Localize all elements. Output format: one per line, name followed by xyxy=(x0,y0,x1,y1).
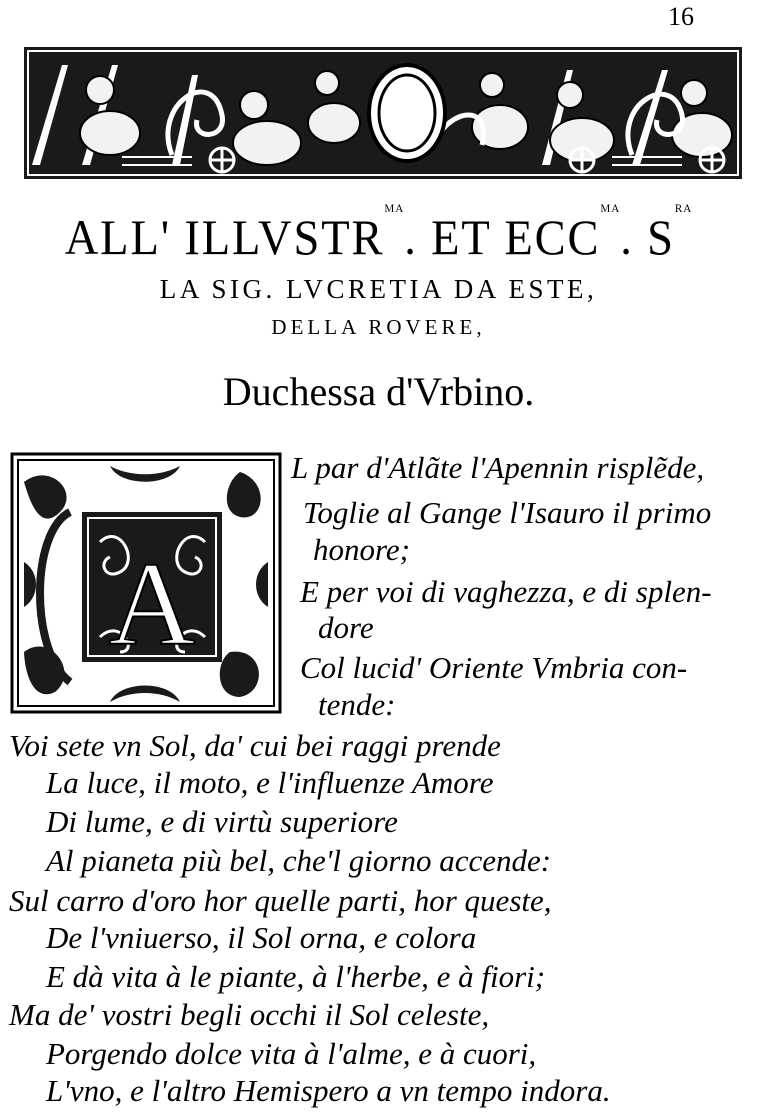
page-number: 16 xyxy=(668,2,694,31)
drop-cap-letter-a-ornament xyxy=(10,452,282,714)
drop-cap-letter: A xyxy=(108,537,196,670)
dedication-heading: ALL' $ILLVSTR^{MA}$. ET $ECC^{MA}$. $S^{RA}$ xyxy=(64,201,693,265)
poem-line-2: Toglie al Gange l'Isauro il primo xyxy=(303,495,712,530)
poem-line-3: honore; xyxy=(313,532,410,567)
poem-line-11: Al pianeta più bel, che'l giorno accende: xyxy=(46,843,552,878)
poem-line-5: dore xyxy=(318,610,374,645)
poem-line-14: E dà vita à le piante, à l'herbe, e à fiori; xyxy=(46,959,546,994)
poem-line-12: Sul carro d'oro hor quelle parti, hor queste, xyxy=(9,883,552,918)
poem-line-8: Voi sete vn Sol, da' cui bei raggi prende xyxy=(9,728,501,763)
poem-line-16: Porgendo dolce vita à l'alme, e à cuori, xyxy=(46,1036,537,1071)
poem-line-15: Ma de' vostri begli occhi il Sol celeste, xyxy=(9,997,490,1032)
poem-line-4: E per voi di vaghezza, e di splen- xyxy=(300,574,712,609)
poem-line-9: La luce, il moto, e l'influenze Amore xyxy=(46,765,494,800)
poem-line-13: De l'vniuerso, il Sol orna, e colora xyxy=(46,920,477,955)
poem-line-7: tende: xyxy=(318,687,396,722)
poem-line-17: L'vno, e l'altro Hemispero a vn tempo indora. xyxy=(46,1073,611,1108)
dedicatee-family: DELLA ROVERE, xyxy=(271,315,486,339)
poem-line-10: Di lume, e di virtù superiore xyxy=(46,804,398,839)
poem-line-1: L par d'Atlãte l'Apennin risplẽde, xyxy=(291,450,705,485)
woodcut-headpiece-ornament xyxy=(22,45,744,181)
poem-line-6: Col lucid' Oriente Vmbria con- xyxy=(300,650,688,685)
dedicatee-name: LA SIG. LVCRETIA DA ESTE, xyxy=(159,274,598,304)
dedicatee-title: Duchessa d'Vrbino. xyxy=(222,369,535,414)
